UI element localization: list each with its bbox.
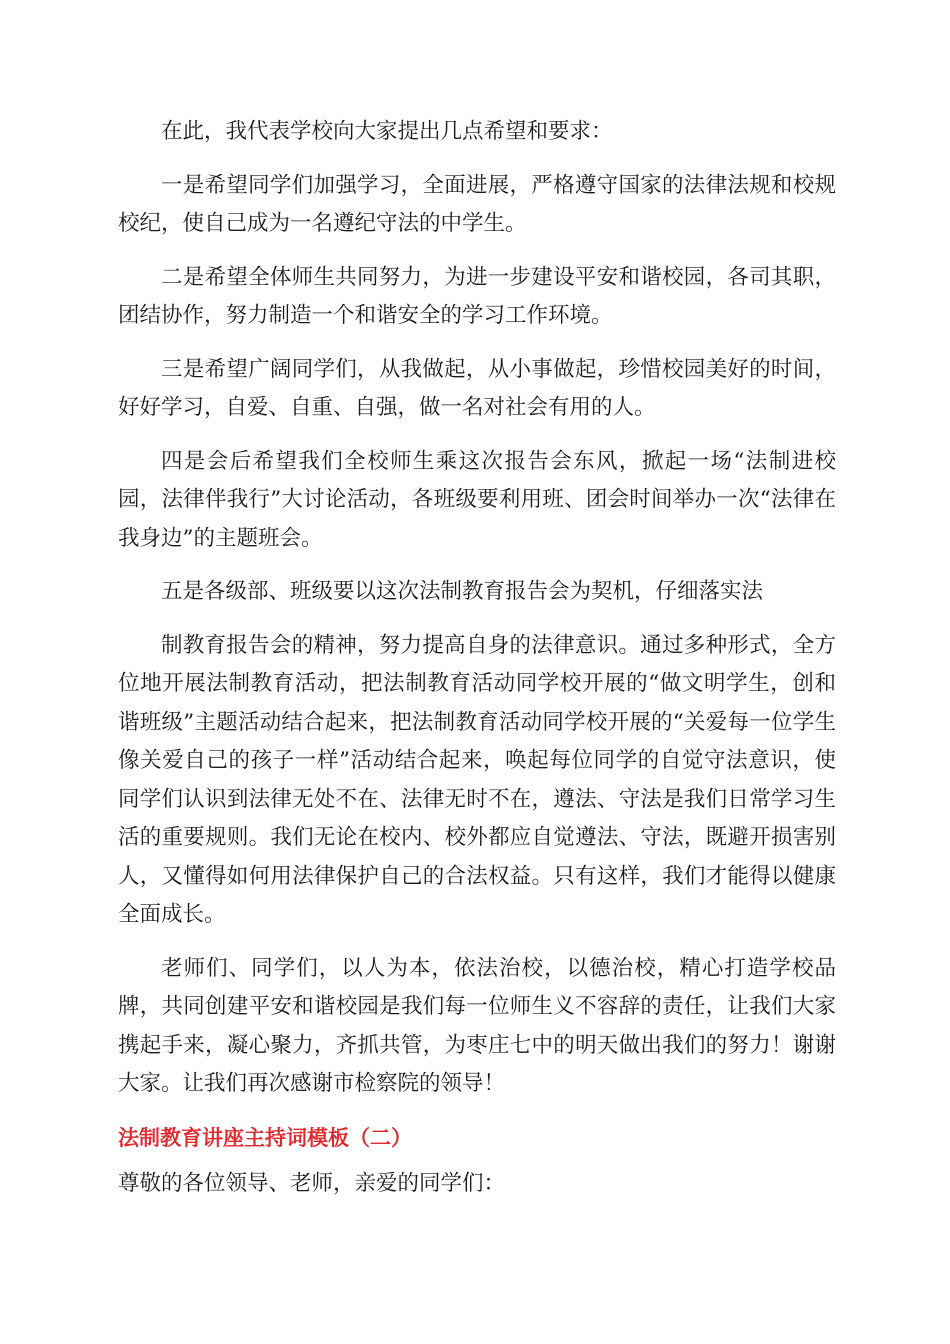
paragraph-point-5-continued: 制教育报告会的精神，努力提高自身的法律意识。通过多种形式，全方位地开展法制教育活动，把法制教育活动同学校开展的“做文明学生，创和谐班级”主题活动结合起来，把法制教育活动同学校开展的“关爱每一位学生像关爱自己的孩子一样”活动结合起来，唤起每位同学的自觉守法意识，使同学们认识到法律无处不在、法律无时不在，遵法、守法是我们日常学习生活的重要规则。我们无论在校内、校外都应自觉遵法、守法，既避开损害别人，又懂得如何用法律保护自己的合法权益。只有这样，我们才能得以健康全面成长。: [118, 632, 836, 927]
document-body: [118, 113, 836, 1203]
paragraph-intro: 在此，我代表学校向大家提出几点希望和要求：: [161, 119, 613, 144]
paragraph-point-2: 二是希望全体师生共同努力，为进一步建设平安和谐校园，各司其职，团结协作，努力制造一个和谐安全的学习工作环境。: [118, 264, 836, 328]
paragraph-closing: 老师们、同学们，以人为本，依法治校，以德治校，精心打造学校品牌，共同创建平安和谐校园是我们每一位师生义不容辞的责任，让我们大家携起手来，凝心聚力，齐抓共管，为枣庄七中的明天做出我们的努力！谢谢大家。让我们再次感谢市检察院的领导！: [118, 955, 836, 1096]
paragraph-point-1: 一是希望同学们加强学习，全面进展，严格遵守国家的法律法规和校规校纪，使自己成为一名遵纪守法的中学生。: [118, 172, 836, 236]
section-heading: 法制教育讲座主持词模板（二）: [118, 1125, 412, 1150]
paragraph-point-4: 四是会后希望我们全校师生乘这次报告会东风，掀起一场“法制进校园，法律伴我行”大讨论活动，各班级要利用班、团会时间举办一次“法律在我身边”的主题班会。: [118, 448, 836, 551]
greeting-line: 尊敬的各位领导、老师，亲爱的同学们：: [118, 1170, 506, 1196]
paragraph-point-5: 五是各级部、班级要以这次法制教育报告会为契机，仔细落实法: [161, 579, 764, 604]
paragraph-point-3: 三是希望广阔同学们，从我做起，从小事做起，珍惜校园美好的时间，好好学习，自爱、自重、自强，做一名对社会有用的人。: [118, 356, 836, 420]
